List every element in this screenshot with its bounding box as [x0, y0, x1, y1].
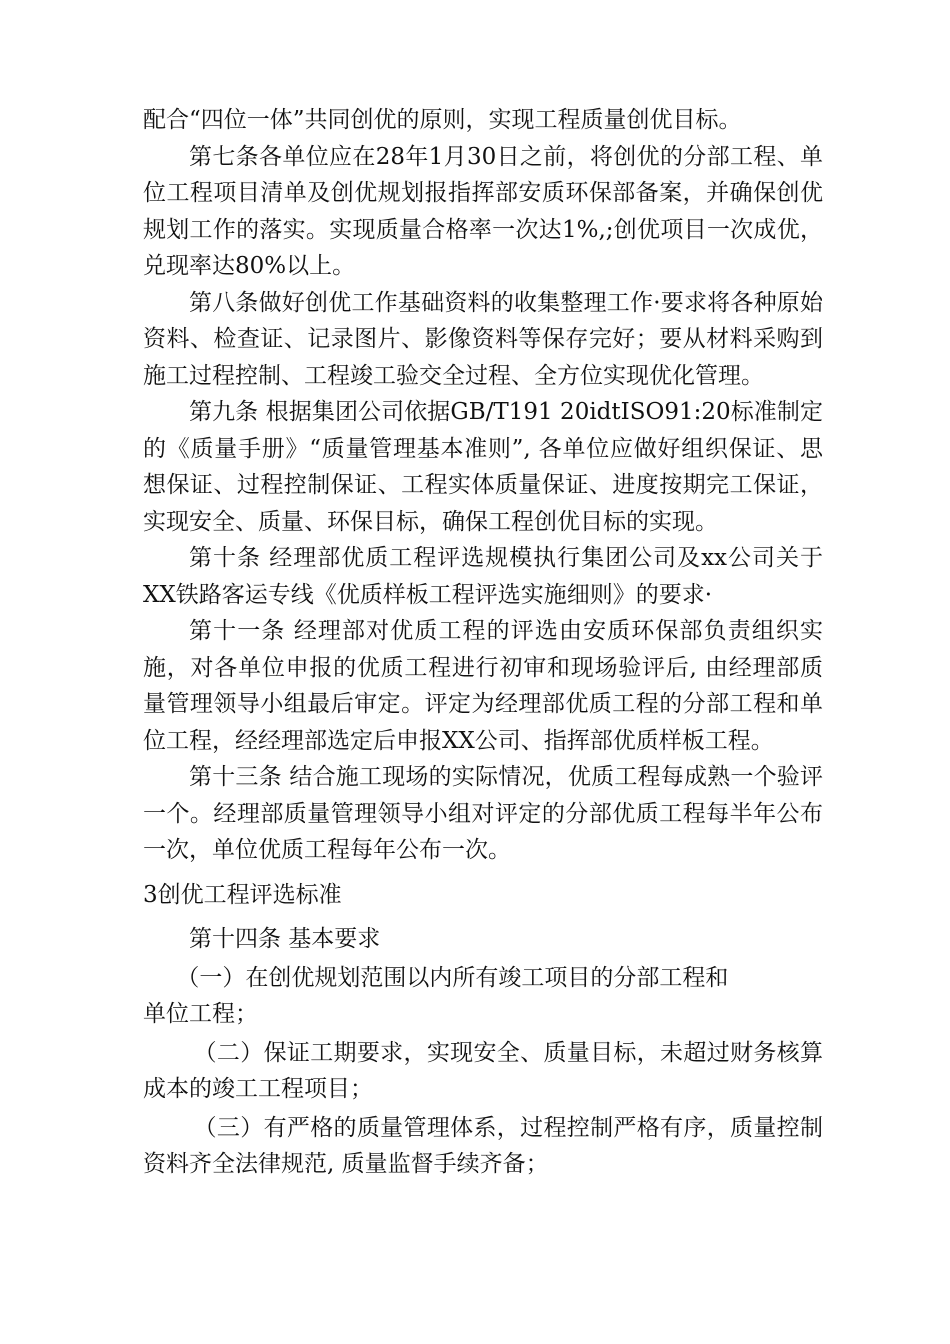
- list-item-2: （二）保证工期要求，实现安全、质量目标，未超过财务核算成本的竣工工程项目；: [143, 1039, 823, 1102]
- article-11-paragraph: 第十一条 经理部对优质工程的评选由安质环保部负责组织实施，对各单位申报的优质工程进行初审和现场验评后, 由经理部质量管理领导小组最后审定。评定为经理部优质工程的分部工程和单位工程，经经理部选定后申报XX公司、指挥部优质样板工程。: [143, 618, 823, 754]
- document-body: [143, 102, 823, 1183]
- paragraph-continuation: 配合“四位一体”共同创优的原则，实现工程质量创优目标。: [143, 107, 742, 133]
- article-13-paragraph: 第十三条 结合施工现场的实际情况，优质工程每成熟一个验评一个。经理部质量管理领导小组对评定的分部优质工程每半年公布一次，单位优质工程每年公布一次。: [143, 764, 823, 863]
- list-item-3: （三）有严格的质量管理体系，过程控制严格有序，质量控制资料齐全法律规范, 质量监督手续齐备；: [143, 1114, 823, 1177]
- section-heading: 3创优工程评选标准: [143, 881, 342, 908]
- article-14-heading: 第十四条 基本要求: [189, 926, 381, 952]
- article-10-paragraph: 第十条 经理部优质工程评选规模执行集团公司及xx公司关于XX铁路客运专线《优质样板工程评选实施细则》的要求·: [143, 545, 823, 608]
- article-9-paragraph: 第九条 根据集团公司依据GB/T191 20idtISO91:20标准制定的《质量手册》“质量管理基本准则”, 各单位应做好组织保证、思想保证、过程控制保证、工程实体质量保证、进度按期完工保证，实现安全、质量、环保目标，确保工程创优目标的实现。: [143, 399, 823, 535]
- list-item-1-line-2: 单位工程；: [143, 1001, 258, 1027]
- article-7-paragraph: 第七条各单位应在28年1月30日之前，将创优的分部工程、单位工程项目清单及创优规划报指挥部安质环保部备案，并确保创优规划工作的落实。实现质量合格率一次达1%,;创优项目一次成优，兑现率达80%以上。: [143, 143, 823, 279]
- list-item-1-line-1: （一）在创优规划范围以内所有竣工项目的分部工程和: [176, 964, 729, 991]
- article-8-paragraph: 第八条做好创优工作基础资料的收集整理工作·要求将各种原始资料、检查证、记录图片、影像资料等保存完好；要从材料采购到施工过程控制、工程竣工验交全过程、全方位实现优化管理。: [143, 289, 823, 389]
